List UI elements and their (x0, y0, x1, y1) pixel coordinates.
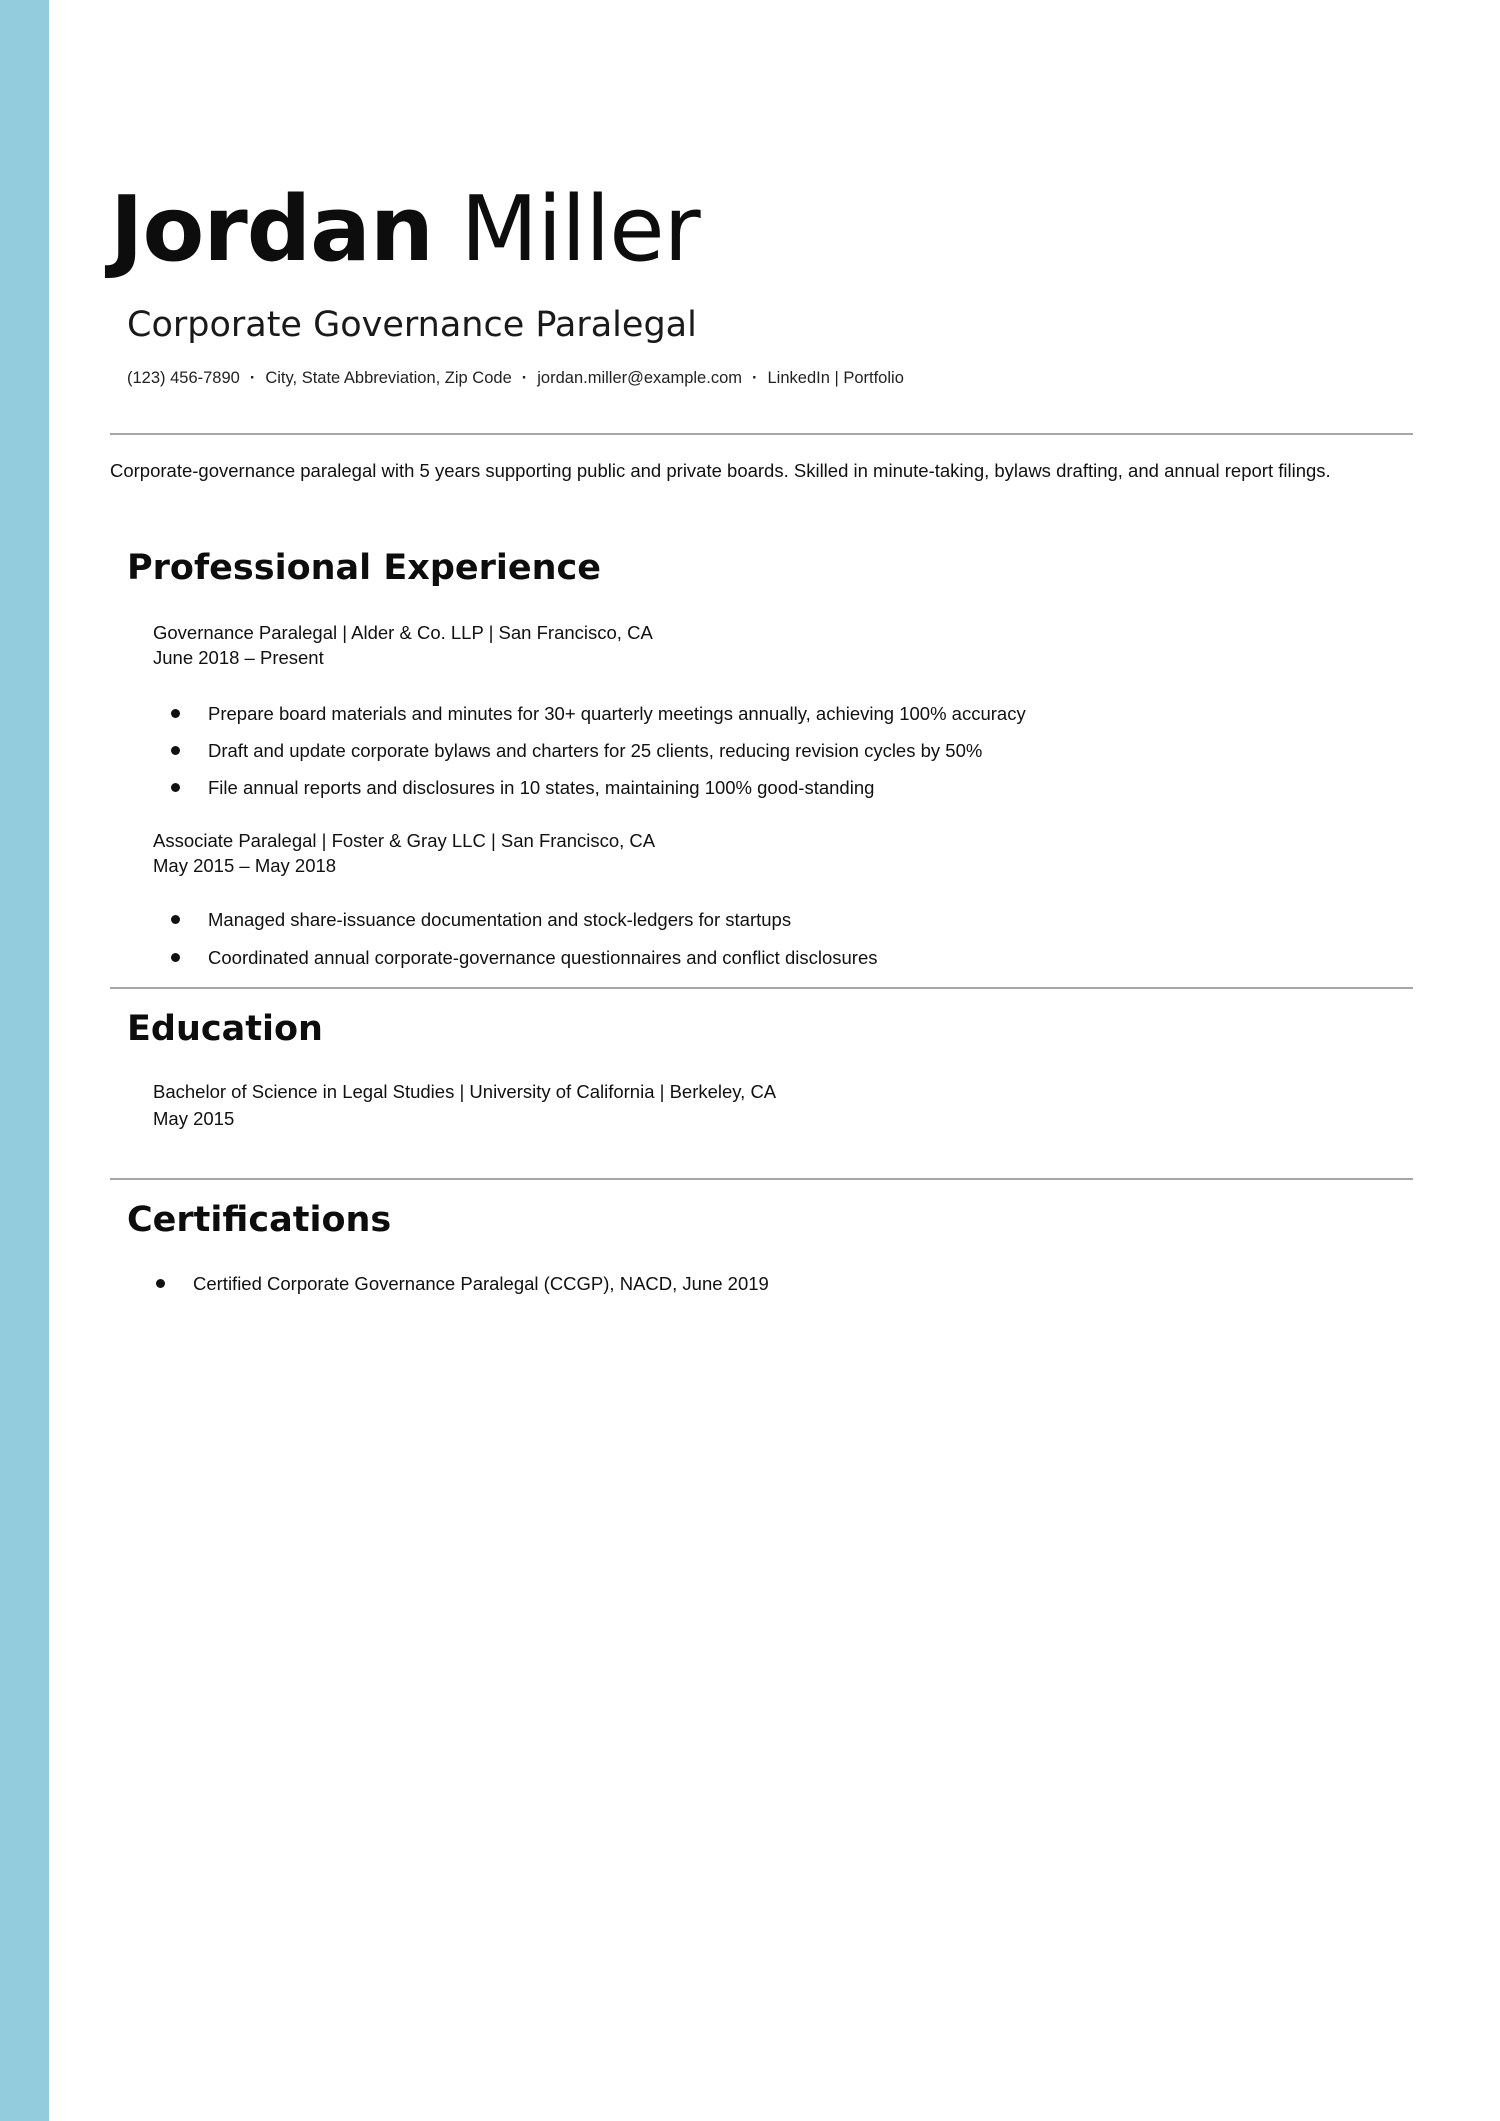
contact-links[interactable]: LinkedIn | Portfolio (767, 369, 904, 387)
job-1-dates: June 2018 – Present (153, 647, 324, 668)
education-degree: Bachelor of Science in Legal Studies | University of California | Berkeley, CA (153, 1081, 777, 1102)
bullet-text: File annual reports and disclosures in 10 states, maintaining 100% good-standing (208, 777, 875, 798)
bullet-text: Prepare board materials and minutes for 30+ quarterly meetings annually, achieving 100% accuracy (208, 703, 1026, 724)
list-item (165, 907, 878, 933)
education-heading: Education (127, 1009, 323, 1049)
bullet-text: Coordinated annual corporate-governance questionnaires and conflict disclosures (208, 947, 878, 968)
contact-separator: · (752, 369, 758, 387)
bullet-icon (171, 709, 180, 718)
header-divider (110, 433, 1413, 435)
resume-page (110, 0, 1413, 2121)
job-1-bullets (165, 701, 1026, 801)
list-item (165, 738, 1026, 764)
candidate-name (110, 175, 700, 285)
contact-phone: (123) 456-7890 (127, 369, 240, 387)
job-1-header: Governance Paralegal | Alder & Co. LLP | San Francisco, CA (153, 622, 653, 643)
accent-side-bar (0, 0, 49, 2121)
list-item (165, 701, 1026, 727)
experience-heading: Professional Experience (127, 548, 602, 588)
bullet-icon (171, 783, 180, 792)
job-title: Corporate Governance Paralegal (127, 305, 697, 345)
bullet-text: Managed share-issuance documentation and stock-ledgers for startups (208, 909, 792, 930)
list-item (165, 945, 878, 971)
education-divider (110, 1178, 1413, 1180)
list-item (150, 1271, 769, 1297)
bullet-text: Draft and update corporate bylaws and charters for 25 clients, reducing revision cycles by 50% (208, 740, 983, 761)
job-2-header: Associate Paralegal | Foster & Gray LLC | San Francisco, CA (153, 830, 656, 851)
bullet-icon (171, 953, 180, 962)
education-date: May 2015 (153, 1108, 235, 1129)
certification-text: Certified Corporate Governance Paralegal (CCGP), NACD, June 2019 (193, 1273, 769, 1294)
contact-separator: · (521, 369, 528, 387)
certifications-list (150, 1271, 769, 1297)
last-name: Miller (460, 177, 700, 282)
certifications-heading: Certifications (127, 1200, 392, 1240)
contact-email[interactable]: jordan.miller@example.com (537, 369, 742, 387)
job-2-bullets (165, 907, 878, 971)
contact-line (127, 366, 904, 390)
list-item (165, 775, 1026, 801)
first-name: Jordan (110, 177, 433, 282)
experience-divider (110, 987, 1413, 989)
job-2-dates: May 2015 – May 2018 (153, 855, 337, 876)
contact-separator: · (249, 369, 256, 387)
summary-paragraph: Corporate-governance paralegal with 5 years supporting public and private boards. Skilled in minute-taking, bylaws drafting, and annual report filings. (110, 460, 1331, 481)
bullet-icon (156, 1279, 165, 1288)
bullet-icon (171, 915, 180, 924)
contact-location: City, State Abbreviation, Zip Code (265, 369, 512, 387)
bullet-icon (171, 746, 180, 755)
